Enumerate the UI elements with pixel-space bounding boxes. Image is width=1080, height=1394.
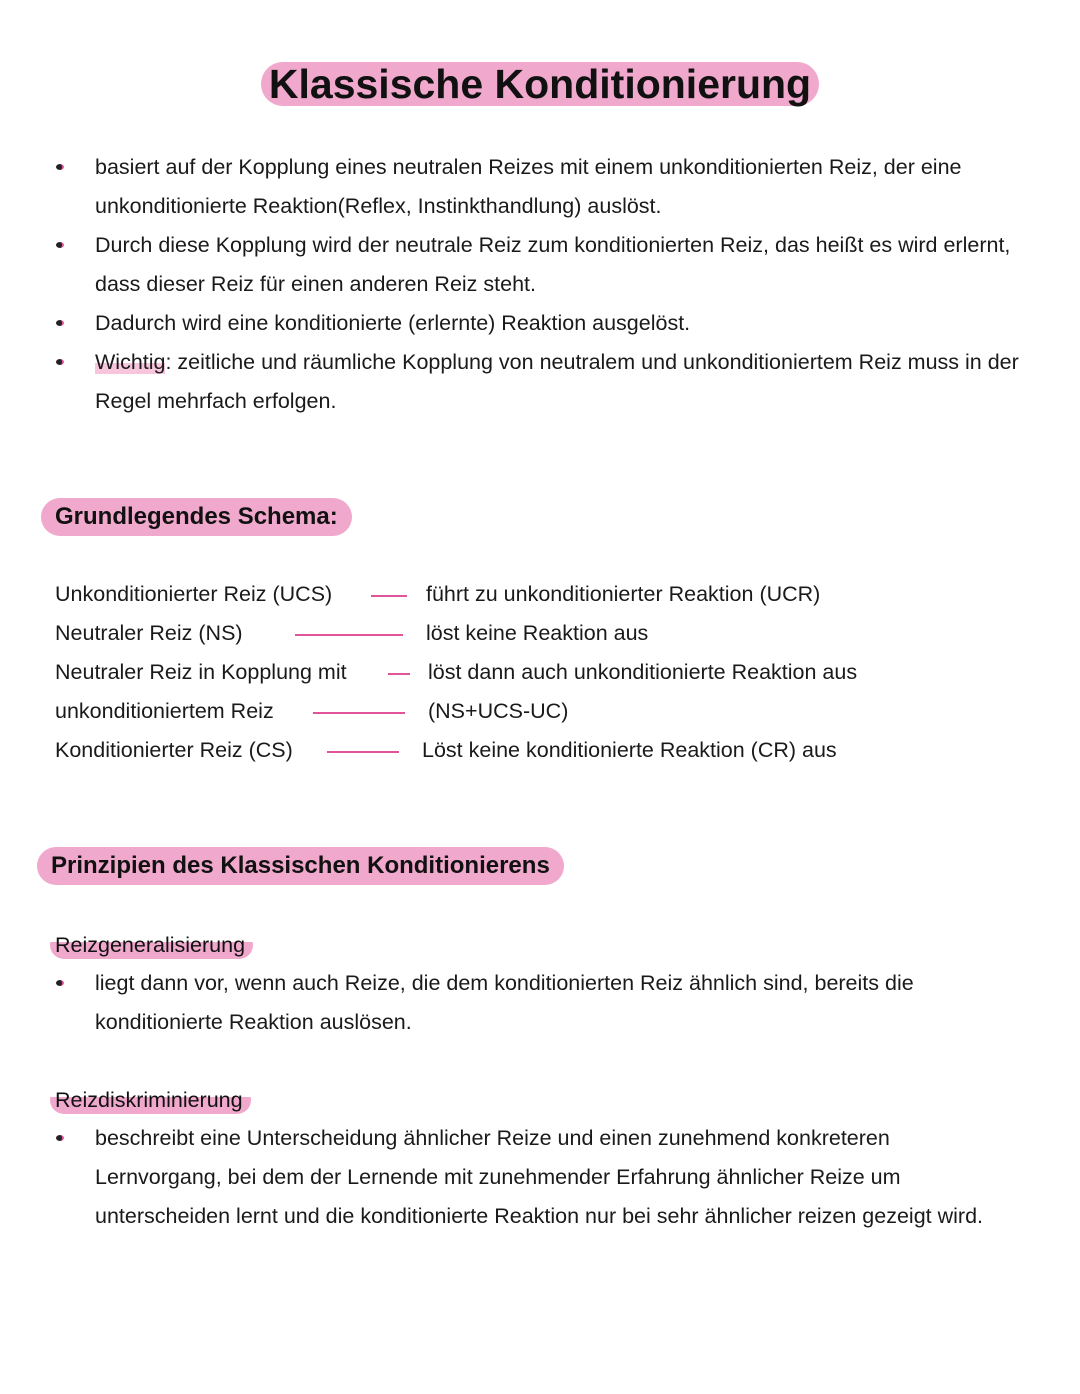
- page-title: Klassische Konditionierung: [261, 62, 819, 106]
- bullet-text: liegt dann vor, wenn auch Reize, die dem konditionierten Reiz ähnlich sind, bereits die konditionierte Reaktion auslösen.: [95, 971, 914, 1034]
- bullet-icon: [56, 164, 64, 170]
- connector-line: [313, 712, 405, 714]
- bullet-text: beschreibt eine Unterscheidung ähnlicher Reize und einen zunehmend konkreteren Lernvorgang, bei dem der Lernende mit zunehmender Erfahrung ähnlicher Reize um unterscheiden lernt und die konditionierte Reaktion nur bei sehr ähnlicher reizen gezeigt wird.: [95, 1126, 983, 1228]
- intro-bullet-list: [0, 148, 1080, 421]
- generalization-bullet-list: [0, 964, 1080, 1042]
- generalization-subheading: Reizgeneralisierung: [50, 931, 253, 959]
- important-text: : zeitliche und räumliche Kopplung von neutralem und unkonditioniertem Reiz muss in der Regel mehrfach erfolgen.: [95, 350, 1019, 413]
- schema-row-stimulus: Neutraler Reiz (NS): [55, 621, 243, 645]
- bullet-icon: [56, 242, 64, 248]
- schema-row: [0, 576, 1080, 615]
- discrimination-subheading: Reizdiskriminierung: [50, 1086, 251, 1114]
- schema-row: [0, 693, 1080, 732]
- discrimination-bullet-list: [0, 1119, 1080, 1236]
- bullet-text: Durch diese Kopplung wird der neutrale Reiz zum konditionierten Reiz, das heißt es wird erlernt, dass dieser Reiz für einen anderen Reiz steht.: [95, 233, 1011, 296]
- title-container: [0, 62, 1080, 106]
- schema-row-response: löst dann auch unkonditionierte Reaktion aus: [428, 660, 858, 684]
- schema-row: [0, 654, 1080, 693]
- connector-line: [371, 595, 407, 597]
- schema-row-response: (NS+UCS-UC): [428, 699, 569, 723]
- bullet-icon: [56, 980, 64, 986]
- connector-line: [295, 634, 403, 636]
- list-item: [0, 304, 1080, 343]
- schema-row-response: Löst keine konditionierte Reaktion (CR) aus: [422, 738, 837, 762]
- schema-row: [0, 732, 1080, 771]
- list-item: [0, 1119, 1080, 1236]
- connector-line: [388, 673, 410, 675]
- bullet-icon: [56, 320, 64, 326]
- important-label: Wichtig: [95, 350, 166, 374]
- schema-row-stimulus: unkonditioniertem Reiz: [55, 699, 274, 723]
- schema-row-stimulus: Unkonditionierter Reiz (UCS): [55, 582, 333, 606]
- principles-heading: Prinzipien des Klassischen Konditionierens: [37, 847, 564, 885]
- schema-row: [0, 615, 1080, 654]
- bullet-text: basiert auf der Kopplung eines neutralen Reizes mit einem unkonditionierten Reiz, der eine unkonditionierte Reaktion(Reflex, Instinkthandlung) auslöst.: [95, 155, 962, 218]
- bullet-text: Dadurch wird eine konditionierte (erlernte) Reaktion ausgelöst.: [95, 311, 691, 335]
- schema-heading: Grundlegendes Schema:: [41, 498, 352, 536]
- schema-row-response: löst keine Reaktion aus: [426, 621, 649, 645]
- schema-row-response: führt zu unkonditionierter Reaktion (UCR): [426, 582, 821, 606]
- list-item-important: [0, 343, 1080, 421]
- bullet-icon: [56, 359, 64, 365]
- schema-row-stimulus: Konditionierter Reiz (CS): [55, 738, 293, 762]
- schema-row-stimulus: Neutraler Reiz in Kopplung mit: [55, 660, 347, 684]
- bullet-icon: [56, 1135, 64, 1141]
- list-item: [0, 964, 1080, 1042]
- connector-line: [327, 751, 399, 753]
- list-item: [0, 148, 1080, 226]
- list-item: [0, 226, 1080, 304]
